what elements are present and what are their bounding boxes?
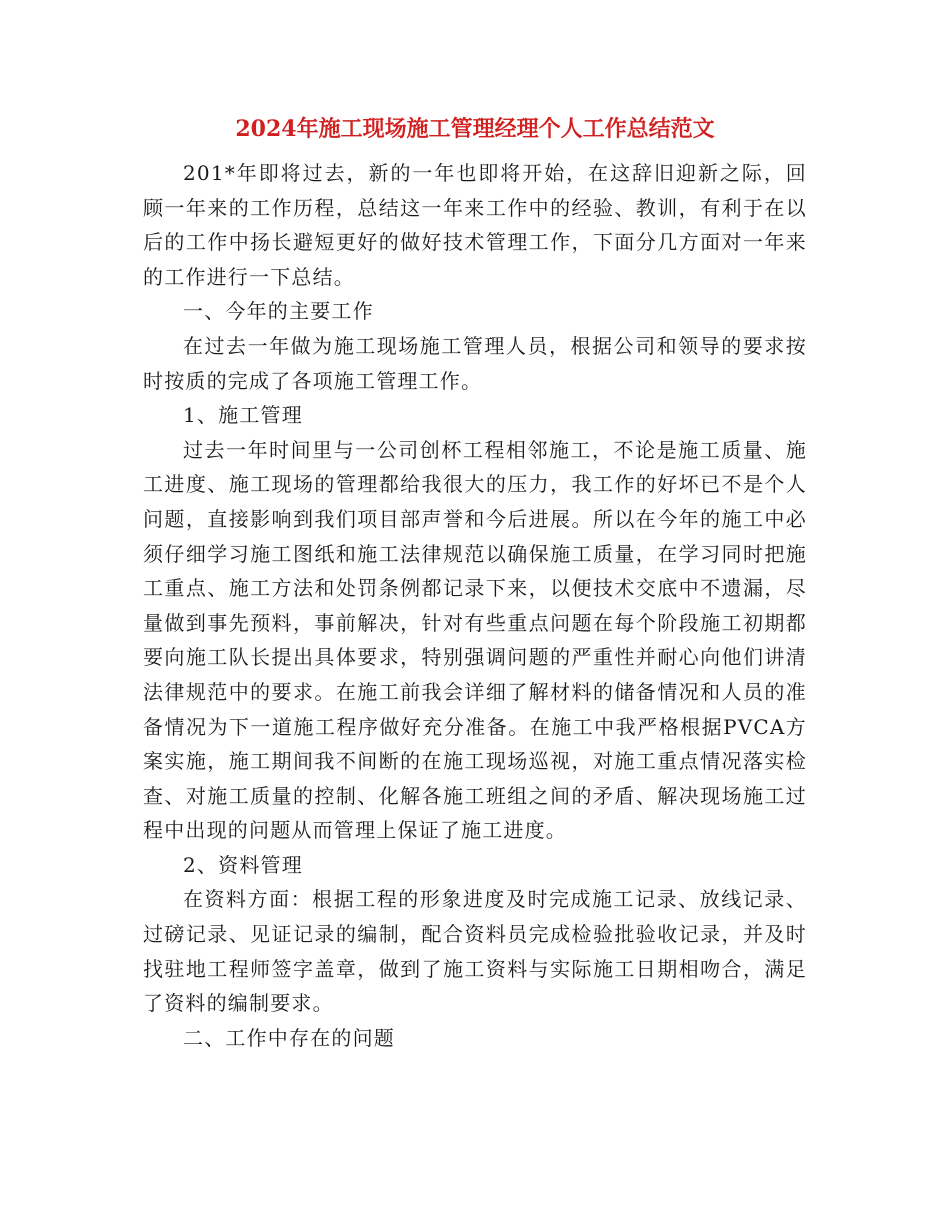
subsection-heading: 1、施工管理 [183,403,303,428]
subsection-heading: 2、资料管理 [183,852,303,877]
section-heading: 二、工作中存在的问题 [183,1025,395,1050]
body-paragraph: 在资料方面：根据工程的形象进度及时完成施工记录、放线记录、过磅记录、见证记录的编制，配合资料员完成检验批验收记录，并及时找驻地工程师签字盖章，做到了施工资料与实际施工日期相吻合，满足了资料的编制要求。 [143,887,807,1016]
document-body [143,156,807,1055]
section-heading: 一、今年的主要工作 [183,299,374,324]
intro-paragraph: 201*年即将过去，新的一年也即将开始，在这辞旧迎新之际，回顾一年来的工作历程，总结这一年来工作中的经验、教训，有利于在以后的工作中扬长避短更好的做好技术管理工作，下面分几方面对一年来的工作进行一下总结。 [143,161,807,289]
body-paragraph: 过去一年时间里与一公司创杯工程相邻施工，不论是施工质量、施工进度、施工现场的管理都给我很大的压力，我工作的好坏已不是个人问题，直接影响到我们项目部声誉和今后进展。所以在今年的施工中必须仔细学习施工图纸和施工法律规范以确保施工质量，在学习同时把施工重点、施工方法和处罚条例都记录下来，以便技术交底中不遗漏，尽量做到事先预料，事前解决，针对有些重点问题在每个阶段施工初期都要向施工队长提出具体要求，特别强调问题的严重性并耐心向他们讲清法律规范中的要求。在施工前我会详细了解材料的储备情况和人员的准备情况为下一道施工程序做好充分准备。在施工中我严格根据PVCA方案实施，施工期间我不间断的在施工现场巡视，对施工重点情况落实检查、对施工质量的控制、化解各施工班组之间的矛盾、解决现场施工过程中出现的问题从而管理上保证了施工进度。 [143,437,807,843]
body-paragraph: 在过去一年做为施工现场施工管理人员，根据公司和领导的要求按时按质的完成了各项施工管理工作。 [143,333,807,393]
document-title: 2024年施工现场施工管理经理个人工作总结范文 [235,116,715,142]
